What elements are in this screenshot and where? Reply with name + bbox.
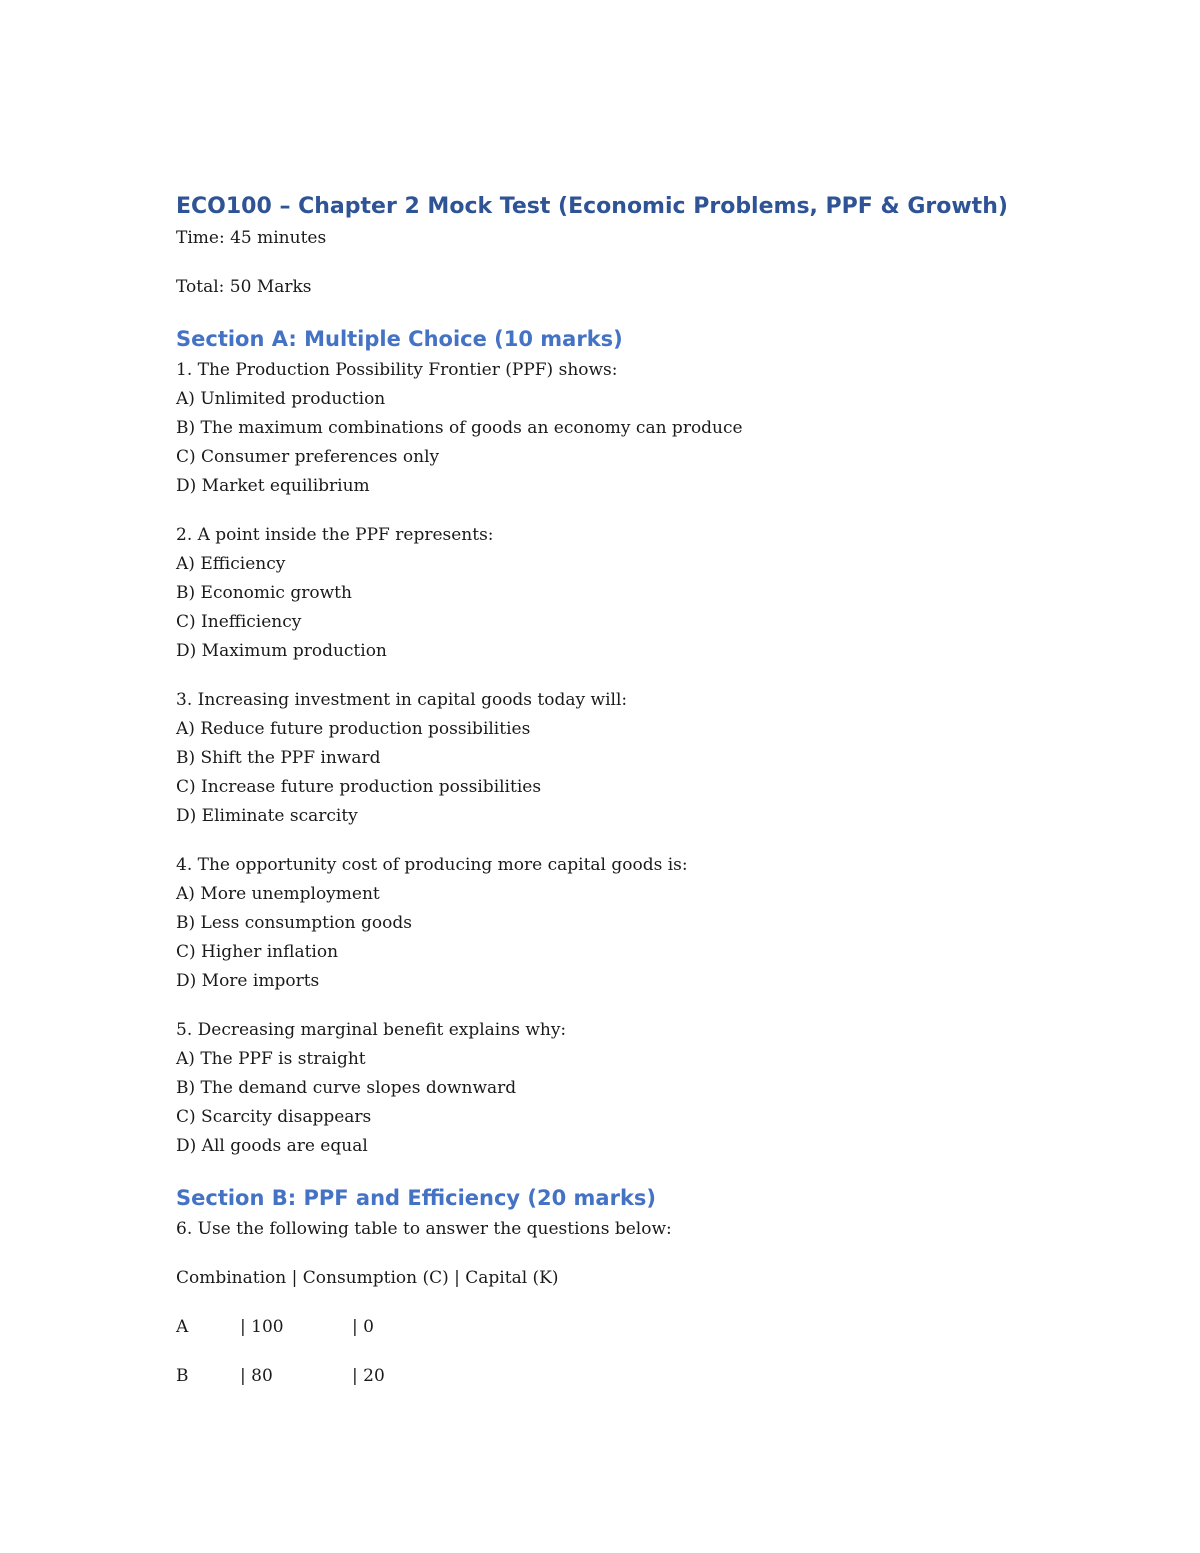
question-text: 2. A point inside the PPF represents: (176, 525, 494, 545)
table-header: Combination | Consumption (C) | Capital (K) (176, 1268, 559, 1288)
option-a: A) Unlimited production (176, 389, 386, 409)
option-d: D) Maximum production (176, 641, 387, 661)
option-b: B) Less consumption goods (176, 913, 412, 933)
question-text: 1. The Production Possibility Frontier (PPF) shows: (176, 360, 618, 380)
question-4 (176, 851, 1116, 996)
option-c: C) Higher inflation (176, 942, 339, 962)
question-5 (176, 1016, 1116, 1161)
option-c: C) Inefficiency (176, 612, 302, 632)
question-3 (176, 686, 1116, 831)
combination-cell: B (176, 1366, 189, 1386)
question-text: 4. The opportunity cost of producing more capital goods is: (176, 855, 688, 875)
table-row (176, 1313, 1116, 1342)
option-a: A) Reduce future production possibilities (176, 719, 531, 739)
question-6-text: 6. Use the following table to answer the questions below: (176, 1219, 672, 1239)
option-c: C) Consumer preferences only (176, 447, 440, 467)
document-title: ECO100 – Chapter 2 Mock Test (Economic Problems, PPF & Growth) (176, 194, 1008, 219)
option-b: B) Economic growth (176, 583, 352, 603)
option-a: A) Efficiency (176, 554, 286, 574)
table-row (176, 1362, 1116, 1391)
consumption-cell: | 80 (240, 1366, 273, 1386)
option-b: B) The maximum combinations of goods an economy can produce (176, 418, 743, 438)
time-limit: Time: 45 minutes (176, 228, 327, 248)
option-d: D) More imports (176, 971, 320, 991)
capital-cell: | 20 (352, 1366, 385, 1386)
section-b-heading: Section B: PPF and Efficiency (20 marks) (176, 1186, 657, 1210)
question-text: 5. Decreasing marginal benefit explains why: (176, 1020, 567, 1040)
capital-cell: | 0 (352, 1317, 374, 1337)
document-page (176, 190, 1116, 1411)
question-1 (176, 356, 1116, 501)
consumption-cell: | 100 (240, 1317, 284, 1337)
total-marks: Total: 50 Marks (176, 277, 312, 297)
option-d: D) Eliminate scarcity (176, 806, 358, 826)
option-b: B) The demand curve slopes downward (176, 1078, 517, 1098)
option-d: D) Market equilibrium (176, 476, 370, 496)
option-c: C) Increase future production possibilities (176, 777, 542, 797)
option-b: B) Shift the PPF inward (176, 748, 381, 768)
option-d: D) All goods are equal (176, 1136, 368, 1156)
combination-cell: A (176, 1317, 189, 1337)
question-text: 3. Increasing investment in capital goods today will: (176, 690, 628, 710)
option-a: A) The PPF is straight (176, 1049, 366, 1069)
section-a-heading: Section A: Multiple Choice (10 marks) (176, 327, 623, 351)
question-2 (176, 521, 1116, 666)
option-a: A) More unemployment (176, 884, 380, 904)
option-c: C) Scarcity disappears (176, 1107, 372, 1127)
